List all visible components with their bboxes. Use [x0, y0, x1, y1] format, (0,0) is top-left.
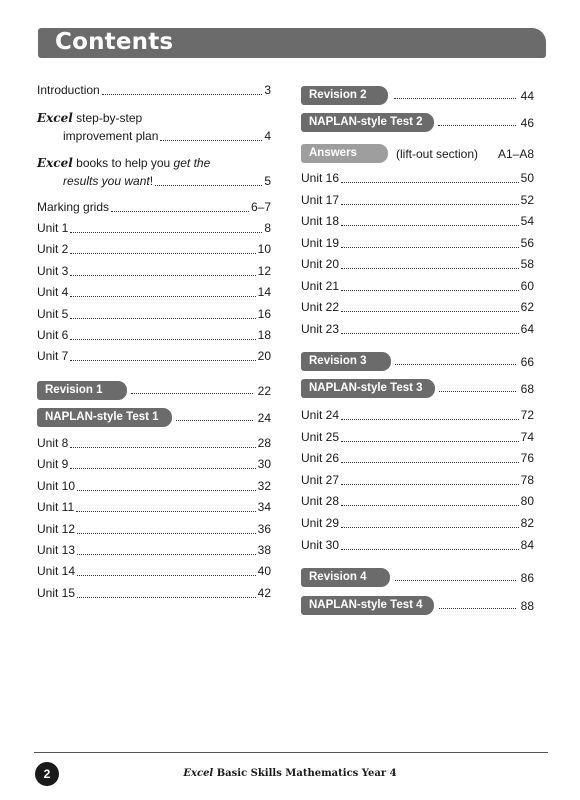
toc-entry-page: 64 [520, 321, 534, 336]
leader-dots [160, 139, 262, 141]
toc-entry-label: Unit 1 [37, 221, 69, 235]
leader-dots [70, 295, 255, 297]
toc-entry-page: 38 [257, 543, 271, 557]
toc-entry-label-line2: results you want [63, 174, 150, 188]
leader-dots [77, 532, 256, 534]
toc-entry-page: 72 [520, 408, 534, 422]
leader-dots [70, 467, 255, 469]
toc-entry-unit[interactable] [37, 479, 271, 494]
toc-entry-page: 84 [520, 537, 534, 552]
toc-entry-label: Unit 8 [37, 436, 69, 450]
toc-entry-page: 28 [257, 436, 271, 450]
leader-dots [102, 93, 263, 95]
leader-dots [439, 607, 516, 609]
toc-entry-naplan-test-1[interactable] [37, 408, 271, 430]
toc-entry-label: Unit 15 [37, 585, 76, 600]
leader-dots [341, 203, 519, 205]
leader-dots [341, 224, 519, 226]
leader-dots [70, 317, 255, 319]
toc-entry-unit[interactable] [37, 285, 271, 300]
toc-entry-page: 78 [520, 472, 534, 487]
footer-brand: Excel [183, 768, 214, 779]
toc-entry-label: Unit 2 [37, 242, 69, 257]
toc-entry-label: Marking grids [37, 200, 110, 214]
toc-entry-label: Unit 26 [301, 451, 340, 466]
toc-entry-unit[interactable] [301, 236, 534, 251]
toc-entry-unit[interactable] [37, 500, 271, 515]
toc-entry-label: Unit 4 [37, 285, 69, 300]
toc-entry-revision-3[interactable] [301, 352, 534, 374]
toc-entry-page: 4 [264, 129, 271, 143]
toc-entry-label: Unit 14 [37, 564, 76, 579]
toc-entry-page: 34 [257, 500, 271, 515]
toc-entry-label: Unit 3 [37, 263, 69, 278]
toc-entry-page: 10 [257, 242, 271, 257]
toc-entry-label: Unit 6 [37, 328, 69, 342]
toc-entry-unit[interactable] [301, 300, 534, 315]
leader-dots [341, 310, 519, 312]
toc-entry-label: step-by-step [72, 111, 143, 125]
toc-entry-unit[interactable] [301, 451, 534, 466]
toc-entry-label: Unit 22 [301, 300, 340, 314]
toc-entry-page: 88 [520, 599, 534, 613]
toc-entry-page: 18 [257, 328, 271, 342]
toc-entry-label: Unit 23 [301, 321, 340, 336]
toc-entry-naplan-test-4[interactable] [301, 596, 534, 618]
toc-entry-page: 54 [520, 214, 534, 228]
toc-entry-page: 12 [257, 263, 271, 278]
toc-entry-label: Unit 29 [301, 516, 340, 530]
toc-entry-unit[interactable] [37, 221, 271, 236]
toc-entry-answers[interactable] [301, 144, 534, 166]
toc-entry-page: 36 [257, 521, 271, 536]
leader-dots [155, 184, 262, 186]
leader-dots [76, 510, 256, 512]
leader-dots [176, 419, 253, 421]
leader-dots [70, 274, 255, 276]
toc-entry-naplan-test-2[interactable] [301, 113, 534, 135]
toc-entry-page: 66 [520, 355, 534, 369]
leader-dots [439, 390, 516, 392]
leader-dots [70, 338, 255, 340]
leader-dots [341, 181, 519, 183]
toc-entry-page: 8 [264, 221, 271, 235]
leader-dots [341, 548, 519, 550]
toc-entry-label: Unit 13 [37, 543, 76, 557]
toc-entry-unit[interactable] [301, 538, 534, 553]
toc-entry-unit[interactable] [37, 349, 271, 364]
excel-brand: Excel [37, 156, 73, 170]
leader-dots [70, 231, 262, 233]
toc-entry-label: Unit 24 [301, 408, 340, 422]
toc-entry-page: 32 [257, 478, 271, 493]
toc-entry-page: 30 [257, 457, 271, 472]
answers-note: (lift-out section) [396, 147, 479, 161]
leader-dots [394, 97, 516, 99]
toc-entry-revision-1[interactable] [37, 381, 271, 403]
leader-dots [111, 210, 249, 212]
toc-entry-page: 50 [520, 171, 534, 185]
leader-dots [395, 579, 516, 581]
toc-entry-page: 86 [520, 571, 534, 585]
leader-dots [341, 246, 519, 248]
toc-entry-label: Unit 28 [301, 494, 340, 509]
leader-dots [70, 359, 255, 361]
page-number-badge: 2 [35, 762, 59, 786]
revision-tab: Revision 4 [301, 568, 390, 587]
toc-entry-label: Unit 27 [301, 472, 340, 487]
toc-entry-excel-books[interactable] [37, 154, 271, 190]
toc-entry-unit[interactable] [301, 279, 534, 294]
footer-book-title [0, 768, 580, 779]
toc-entry-label: Unit 7 [37, 349, 69, 364]
toc-entry-page: 42 [257, 585, 271, 600]
toc-entry-unit[interactable] [37, 457, 271, 472]
toc-entry-label: books to help you [72, 156, 174, 170]
toc-entry-unit[interactable] [301, 214, 534, 229]
toc-entry-unit[interactable] [301, 257, 534, 272]
leader-dots [77, 489, 256, 491]
toc-entry-unit[interactable] [37, 436, 271, 451]
leader-dots [341, 483, 519, 485]
toc-entry-unit[interactable] [37, 564, 271, 579]
toc-entry-page: 6–7 [250, 200, 271, 214]
contents-header [38, 28, 546, 58]
toc-entry-page: A1–A8 [497, 147, 534, 161]
leader-dots [70, 252, 255, 254]
toc-entry-label: Unit 17 [301, 192, 340, 207]
revision-tab: Revision 1 [37, 381, 127, 400]
naplan-tab: NAPLAN-style Test 2 [301, 113, 434, 132]
naplan-tab: NAPLAN-style Test 4 [301, 596, 434, 615]
footer-title-text: Basic Skills Mathematics Year 4 [213, 768, 397, 779]
leader-dots [77, 553, 256, 555]
toc-entry-unit[interactable] [301, 193, 534, 208]
toc-entry-unit[interactable] [301, 430, 534, 445]
toc-entry-marking-grids[interactable] [37, 200, 271, 215]
toc-entry-page: 16 [257, 306, 271, 321]
toc-entry-label: Unit 5 [37, 306, 69, 321]
leader-dots [438, 124, 516, 126]
toc-entry-label: Introduction [37, 83, 100, 97]
toc-entry-page: 60 [520, 278, 534, 293]
toc-entry-page: 5 [264, 174, 271, 188]
toc-entry-introduction[interactable] [37, 83, 271, 98]
toc-entry-unit[interactable] [301, 322, 534, 337]
toc-entry-page: 82 [520, 516, 534, 530]
toc-entry-page: 80 [520, 494, 534, 509]
leader-dots [341, 332, 519, 334]
revision-tab: Revision 3 [301, 352, 391, 371]
leader-dots [70, 446, 255, 448]
toc-entry-label-punct: ! [149, 174, 154, 188]
toc-entry-page: 14 [257, 285, 271, 300]
toc-entry-page: 20 [257, 349, 271, 364]
toc-entry-unit[interactable] [301, 473, 534, 488]
toc-entry-page: 44 [520, 89, 534, 103]
toc-entry-page: 52 [520, 192, 534, 207]
toc-entry-label: Unit 25 [301, 429, 340, 444]
toc-entry-page: 3 [264, 83, 271, 97]
toc-entry-label: Unit 19 [301, 235, 340, 250]
toc-entry-page: 46 [520, 116, 534, 130]
toc-entry-label: Unit 10 [37, 478, 76, 493]
leader-dots [341, 267, 519, 269]
toc-entry-page: 68 [520, 382, 534, 396]
toc-entry-label: Unit 18 [301, 214, 340, 228]
leader-dots [341, 461, 519, 463]
footer-divider [34, 752, 548, 753]
toc-entry-improvement-plan[interactable] [37, 109, 271, 145]
toc-entry-page: 40 [257, 564, 271, 579]
toc-entry-page: 74 [520, 429, 534, 444]
toc-entry-naplan-test-3[interactable] [301, 379, 534, 401]
toc-entry-label: Unit 30 [301, 537, 340, 552]
toc-entry-label: Unit 12 [37, 521, 76, 536]
toc-entry-label: Unit 11 [37, 500, 75, 515]
toc-entry-unit[interactable] [301, 408, 534, 423]
leader-dots [341, 526, 519, 528]
leader-dots [341, 289, 519, 291]
toc-entry-unit[interactable] [37, 328, 271, 343]
toc-entry-unit[interactable] [37, 264, 271, 279]
toc-entry-page: 56 [520, 235, 534, 250]
toc-entry-page: 22 [257, 384, 271, 398]
toc-entry-unit[interactable] [37, 307, 271, 322]
leader-dots [77, 574, 256, 576]
leader-dots [341, 418, 519, 420]
naplan-tab: NAPLAN-style Test 1 [37, 408, 172, 427]
toc-entry-label: Unit 20 [301, 257, 340, 271]
toc-entry-label: Unit 16 [301, 171, 340, 185]
excel-brand: Excel [37, 111, 73, 125]
toc-entry-page: 24 [257, 411, 271, 425]
answers-tab: Answers [301, 144, 388, 163]
leader-dots [341, 504, 519, 506]
toc-entry-unit[interactable] [301, 171, 534, 186]
toc-entry-label: Unit 9 [37, 457, 69, 472]
toc-entry-page: 76 [520, 451, 534, 466]
leader-dots [395, 363, 516, 365]
toc-entry-unit[interactable] [37, 522, 271, 537]
toc-entry-page: 58 [520, 257, 534, 271]
toc-entry-unit[interactable] [301, 494, 534, 509]
toc-entry-label-line2: improvement plan [63, 129, 159, 143]
toc-entry-label-italic: get the [173, 156, 211, 170]
leader-dots [77, 596, 256, 598]
page-title: Contents [55, 29, 174, 55]
toc-entry-revision-4[interactable] [301, 568, 534, 590]
naplan-tab: NAPLAN-style Test 3 [301, 379, 435, 398]
toc-entry-unit[interactable] [37, 242, 271, 257]
leader-dots [341, 440, 519, 442]
toc-entry-label: Unit 21 [301, 278, 340, 293]
toc-entry-unit[interactable] [37, 543, 271, 558]
toc-entry-unit[interactable] [301, 516, 534, 531]
toc-entry-page: 62 [520, 300, 534, 314]
toc-entry-revision-2[interactable] [301, 86, 534, 108]
leader-dots [131, 392, 253, 394]
revision-tab: Revision 2 [301, 86, 388, 105]
toc-entry-unit[interactable] [37, 586, 271, 601]
